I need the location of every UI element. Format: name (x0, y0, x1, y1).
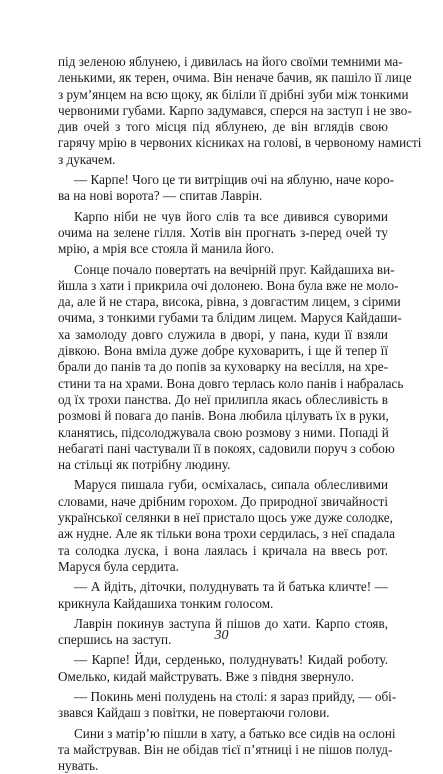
text-line: дівкою. Вона вміла дуже добре куховарить, і ще й тепер її (58, 343, 388, 359)
text-line: Сонце почало повертать на вечірній пруг. Кайдашиха ви- (74, 261, 395, 277)
text-line: — Карпе! Чого це ти витріщив очі на яблуню, наче коро- (74, 172, 395, 188)
text-line: спершись на заступ. (58, 632, 172, 648)
text-line: крикнула Кайдашиха тонким голосом. (58, 595, 274, 611)
text-line: Лаврін покинув заступа й пішов до хати. Карпо стояв, (74, 615, 388, 631)
text-line: да, але й не стара, висока, рівна, з довгастим лицем, з сірими (58, 294, 401, 310)
text-line: нувать. (58, 758, 99, 774)
text-line: під зеленою яблунею, і дивилась на його своїми темними ма- (58, 54, 403, 69)
paragraph (58, 652, 388, 685)
text-line: стини та на храми. Вона довго терлась коло панів і набралась (58, 375, 404, 391)
text-line: Омелько, кидай майструвать. Вже з півдня звернуло. (58, 668, 355, 684)
paragraph (58, 172, 395, 205)
text-line: — Покинь мені полудень на столі: я зараз прийду, — обі- (74, 688, 397, 704)
text-line: очима на зелене гілля. Хотів він прогнать з-перед очей ту (58, 224, 388, 240)
paragraph (58, 54, 422, 168)
paragraph (58, 688, 397, 722)
text-line: червоними губами. Карпо задумався, сперся на заступ і не зво- (58, 102, 412, 118)
text-line: ха замолоду довго служила в дворі, у пана, куди її взяли (58, 326, 388, 342)
text-line: небагаті пані частували її в покоях, садовили поруч з собою (58, 440, 395, 456)
text-line: Маруся була сердита. (58, 558, 179, 574)
text-line: ленькими, як терен, очима. Він неначе бачив, як пашіло її лице (58, 70, 412, 86)
text-line: аж нудне. Але як тільки вона трохи сердилась, з неї спадала (58, 526, 395, 542)
text-line: з дукачем. (58, 151, 116, 167)
text-line: брали до панів та до попів за куховарку на весілля, на хре- (58, 359, 388, 375)
paragraph (58, 209, 388, 258)
text-line: — А йдіть, діточки, полуднувать та й батька кличте! — (74, 579, 388, 595)
page-text (58, 54, 422, 774)
text-line: та солодка луска, і вона лаялась і кричала на ввесь рот. (58, 542, 388, 558)
text-line: йшла з хати і прикрила очі долонею. Вона була вже не моло- (58, 277, 399, 293)
text-line: розмові й повага до панів. Вона любила цілувать їх в руки, (58, 408, 389, 424)
text-line: звався Кайдаш з повітки, не повертаючи голови. (58, 705, 330, 721)
text-line: од їх трохи панства. До неї прилипла якась облесливість в (58, 391, 388, 407)
paragraph (58, 261, 404, 474)
text-line: див очей з того місця під яблунею, де він вглядів свою (58, 119, 388, 135)
text-line: кланятись, підсолоджувала свою розмову з ними. Попаді й (58, 424, 389, 440)
text-line: та майстрував. Він не обідав тієї п’ятниці і не пішов полуд- (58, 741, 393, 757)
text-line: ва на нові ворота? — спитав Лаврін. (58, 188, 263, 204)
text-line: з рум’янцем на всю щоку, як біліли її дрібні зуби між тонкими (58, 86, 409, 102)
page-number: 30 (214, 628, 229, 643)
text-line: гарячу мрію в червоних кісниках на голові, в червоному намисті (58, 135, 422, 151)
text-line: — Карпе! Йди, серденько, полуднувать! Кидай роботу. (74, 652, 388, 668)
text-line: Карпо ніби не чув його слів та все дивився суворими (74, 208, 388, 224)
text-line: української селянки в неї пристало щось уже дуже солодке, (58, 510, 393, 526)
text-line: Маруся пишала губи, осміхалась, сипала облесливими (74, 477, 388, 493)
paragraph (58, 579, 388, 612)
text-line: очима, з тонкими губами та блідим лицем. Маруся Кайдаши- (58, 310, 402, 326)
text-line: Сини з матір’ю пішли в хату, а батько все сидів на ослоні (74, 725, 396, 741)
paragraph (58, 477, 395, 575)
paragraph (58, 725, 396, 774)
text-line: на стільці як потрібну людину. (58, 457, 231, 473)
text-line: словами, наче дрібним горохом. До природної звичайності (58, 493, 388, 509)
text-line: мрію, а мрія все стояла й манила його. (58, 241, 274, 257)
